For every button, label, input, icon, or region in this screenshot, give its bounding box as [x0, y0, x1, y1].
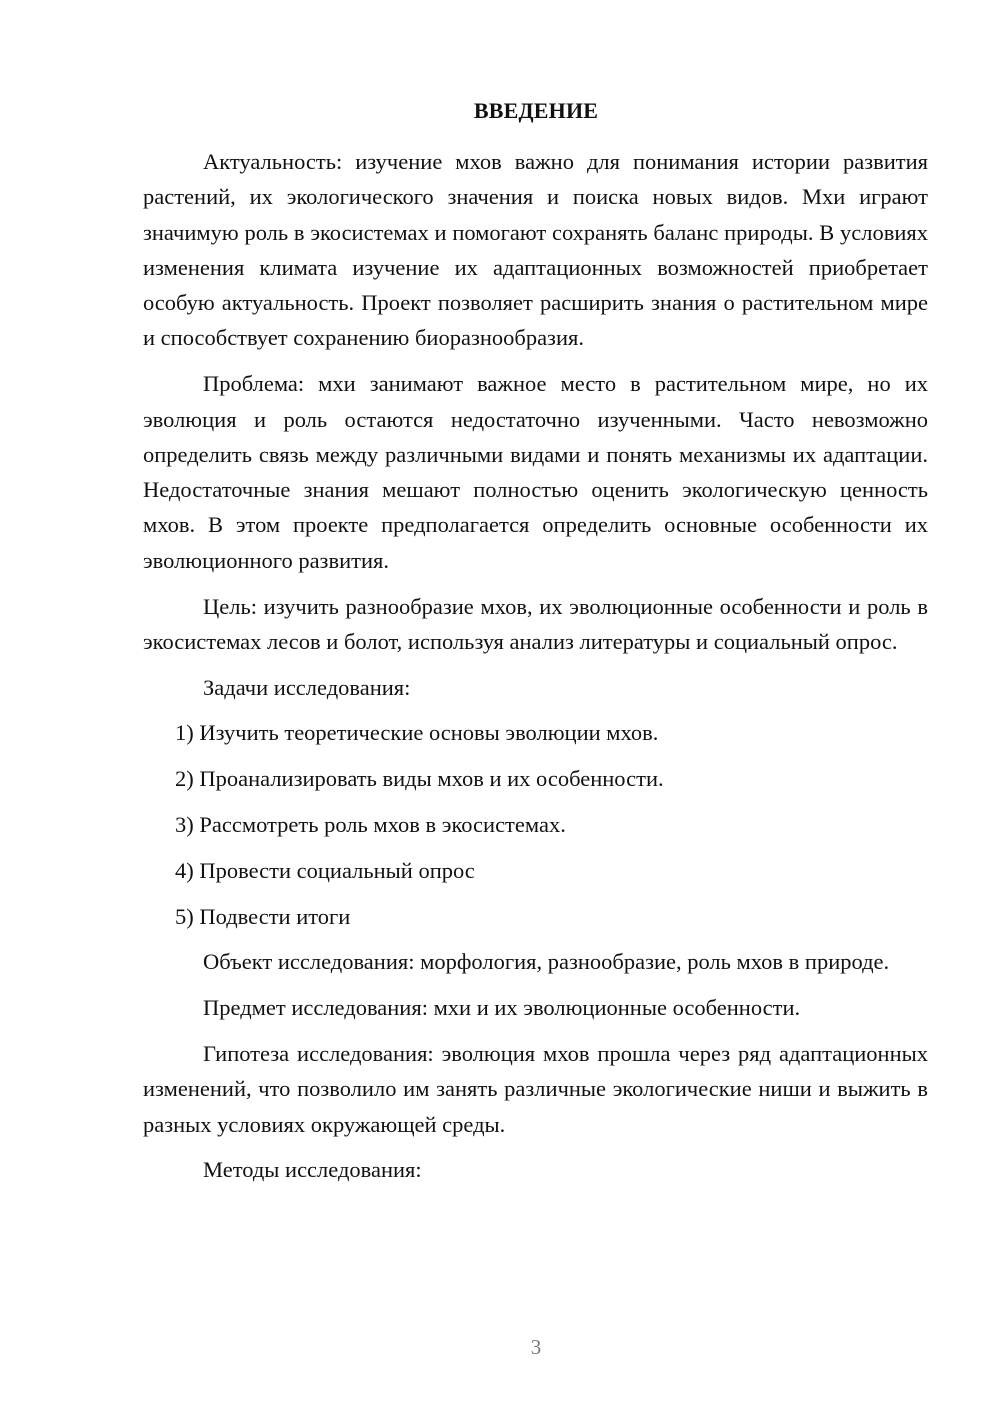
- paragraph-object: Объект исследования: морфология, разнообразие, роль мхов в природе.: [203, 949, 890, 975]
- document-body: [143, 144, 928, 1198]
- page-number: 3: [530, 1335, 542, 1359]
- list-item: 5) Подвести итоги: [175, 903, 351, 929]
- paragraph-hypothesis: Гипотеза исследования: эволюция мхов прошла через ряд адаптационных изменений, что позволило им занять различные экологические ниши и выжить в разных условиях окружающей среды.: [143, 1041, 928, 1137]
- page-title: ВВЕДЕНИЕ: [473, 98, 599, 123]
- list-item: 3) Рассмотреть роль мхов в экосистемах.: [175, 812, 566, 838]
- list-item: 1) Изучить теоретические основы эволюции мхов.: [175, 720, 659, 746]
- tasks-list: [143, 715, 928, 933]
- tasks-heading: Задачи исследования:: [203, 674, 411, 700]
- methods-heading: Методы исследования:: [203, 1157, 422, 1183]
- list-item: 2) Проанализировать виды мхов и их особенности.: [175, 766, 664, 792]
- paragraph-subject: Предмет исследования: мхи и их эволюционные особенности.: [203, 995, 801, 1021]
- list-item: 4) Провести социальный опрос: [175, 857, 475, 883]
- paragraph-relevance: Актуальность: изучение мхов важно для понимания истории развития растений, их экологического значения и поиска новых видов. Мхи играют значимую роль в экосистемах и помогают сохранять баланс природы. В условиях изменения климата изучение их адаптационных возможностей приобретает особую актуальность. Проект позволяет расширить знания о растительном мире и способствует сохранению биоразнообразия.: [143, 149, 928, 351]
- paragraph-problem: Проблема: мхи занимают важное место в растительном мире, но их эволюция и роль остаются недостаточно изученными. Часто невозможно определить связь между различными видами и понять механизмы их адаптации. Недостаточные знания мешают полностью оценить экологическую ценность мхов. В этом проекте предполагается определить основные особенности их эволюционного развития.: [143, 371, 928, 573]
- paragraph-goal: Цель: изучить разнообразие мхов, их эволюционные особенности и роль в экосистемах лесов и болот, используя анализ литературы и социальный опрос.: [143, 593, 928, 654]
